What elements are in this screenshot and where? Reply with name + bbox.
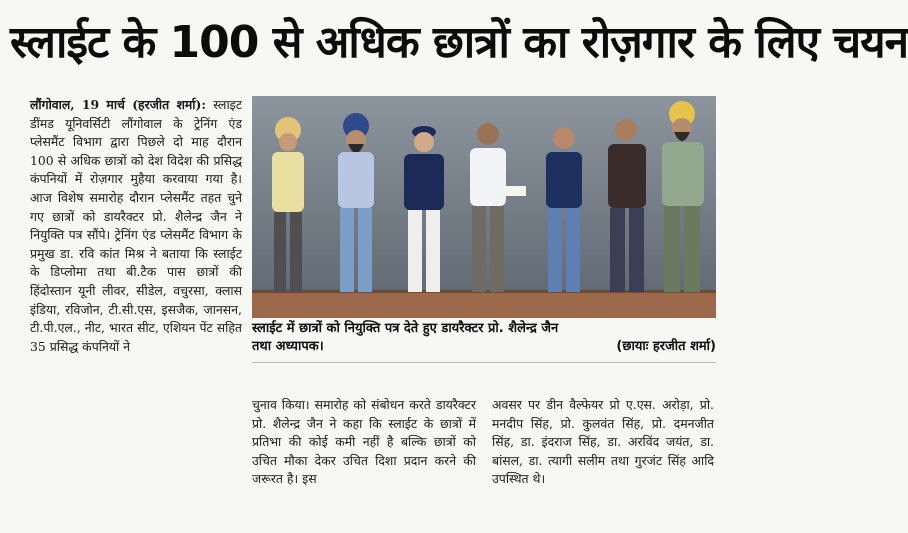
dateline: लौंगोवाल, 19 मार्च (हरजीत शर्मा): bbox=[30, 97, 214, 112]
caption-divider bbox=[252, 362, 716, 363]
article-column-2: चुनाव किया। समारोह को संबोधन करते डायरैक्टर प्रो. शैलेन्द्र जैन ने कहा कि स्लाईट के छात्रों में प्रतिभा की कोई कमी नहीं है बल्कि छात्रों को उचित मौका देकर उचित दिशा प्रदान करने की जरूरत है। इस bbox=[252, 397, 476, 487]
photo-caption bbox=[252, 320, 716, 356]
article-column-1 bbox=[30, 96, 242, 356]
article-column-1-text: स्लाइट डींमड यूनिवर्सिटी लौंगोवाल के ट्रेनिंग एंड प्लेसमैंट विभाग द्वारा पिछले दो माह दौरान 100 से अधिक छात्रों को देश विदेश की प्रसिद्ध कंपनियों में रोज़गार मुहैया करवाया गया है। आज विशेष समारोह दौरान प्लेसमैंट तहत चुने गए छात्रों को डायरैक्टर प्रो. शैलेन्द्र जैन ने नियुक्ति पत्र सौंपे। ट्रेनिंग एंड प्लेसमैंट विभाग के प्रमुख डा. रवि कांत मिश्र ने बताया कि स्लाईट के डिप्लोमा तथा बी.टैक पास छात्रों की हिंदोस्तान यूनी लीवर, सीडेल, वचुरसा, क्लास इंडिया, रविजोन, टी.सी.एस, इसजैक, जानसन, टी.पी.एल., नीट, भारत सीट, एशियन पेंट सहित 35 प्रसिद्ध कंपनियों ने bbox=[30, 97, 242, 354]
article-column-3: अवसर पर डीन वैल्फेयर प्रो ए.एस. अरोड़ा, प्रो. मनदीप सिंह, प्रो. कुलवंत सिंह, प्रो. दमनजीत सिंह, डा. इंदराज सिंह, डा. अरविंद जयंत, डा. बांसल, डा. त्यागी सलीम तथा गुरजंट सिंह आदि उपस्थित थे। bbox=[492, 397, 714, 487]
news-photo-illustration bbox=[252, 96, 716, 318]
caption-line-2 bbox=[252, 338, 716, 356]
caption-line-1: स्लाईट में छात्रों को नियुक्ति पत्र देते हुए डायरैक्टर प्रो. शैलेन्द्र जैन bbox=[252, 321, 559, 336]
caption-line-2-text: तथा अध्यापक। bbox=[252, 339, 324, 354]
headline: स्लाईट के 100 से अधिक छात्रों का रोज़गार के लिए चयन bbox=[10, 17, 908, 68]
news-photo bbox=[252, 96, 716, 318]
photo-credit: (छायाः हरजीत शर्मा) bbox=[616, 339, 716, 354]
